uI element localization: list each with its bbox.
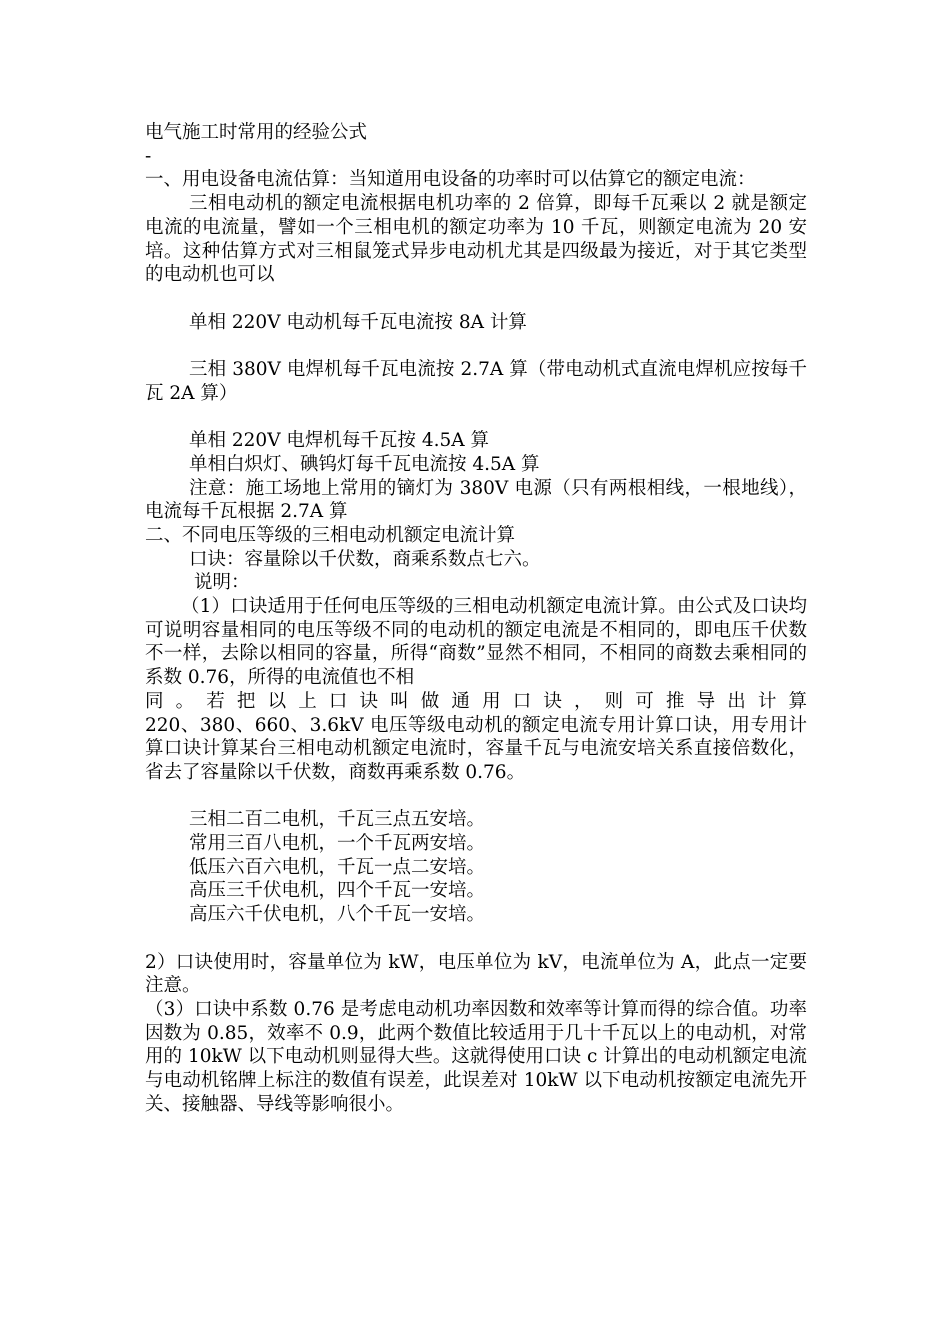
- section1-item: 单相 220V 电焊机每千瓦按 4.5A 算: [189, 430, 489, 452]
- verse-line: 高压六千伏电机，八个千瓦一安培。: [189, 904, 486, 926]
- document-title: 电气施工时常用的经验公式: [145, 122, 368, 143]
- blank-line: [145, 287, 807, 311]
- section2-heading: 二、不同电压等级的三相电动机额定电流计算: [145, 524, 516, 546]
- section2-explain-label: 说明：: [194, 572, 250, 594]
- section2-formula: 口诀：容量除以千伏数，商乘系数点七六。: [189, 548, 541, 570]
- section1-item: 单相 220V 电动机每千瓦电流按 8A 计算: [189, 311, 527, 333]
- section1-heading: 一、用电设备电流估算：当知道用电设备的功率时可以估算它的额定电流：: [145, 169, 756, 191]
- document-page: [145, 121, 807, 1116]
- separator-line: -: [145, 145, 152, 167]
- section2-point1: （1）口诀适用于任何电压等级的三相电动机额定电流计算。由公式及口诀均可说明容量相同的电压等级不同的电动机的额定电流是不相同的，即电压千伏数不一样，去除以相同的容量，所得“商数”显然不相同，不相同的商数去乘相同的系数 0.76，所得的电流值也不相: [145, 596, 807, 689]
- verse-line: 高压三千伏电机，四个千瓦一安培。: [189, 880, 486, 902]
- blank-line: [145, 927, 807, 951]
- blank-line: [145, 405, 807, 429]
- section2-point2: 2）口诀使用时，容量单位为 kW，电压单位为 kV，电流单位为 A，此点一定要注意。: [145, 951, 807, 997]
- blank-line: [145, 334, 807, 358]
- section1-item: 单相白炽灯、碘钨灯每千瓦电流按 4.5A 算: [189, 453, 540, 475]
- verse-line: 常用三百八电机，一个千瓦两安培。: [189, 833, 486, 855]
- blank-line: [145, 785, 807, 809]
- verse-line: 三相二百二电机，千瓦三点五安培。: [189, 809, 486, 831]
- verse-line: 低压六百六电机，千瓦一点二安培。: [189, 856, 486, 878]
- section1-note: 注意：施工场地上常用的镝灯为 380V 电源（只有两根相线，一根地线），电流每千瓦根据 2.7A 算: [145, 477, 807, 523]
- section2-point1-continued: 220、380、660、3.6kV 电压等级电动机的额定电流专用计算口诀，用专用计算口诀计算某台三相电动机额定电流时，容量千瓦与电流安培关系直接倍数化，省去了容量除以千伏数，商数再乘系数 0.76。: [145, 714, 807, 783]
- section1-paragraph: 三相电动机的额定电流根据电机功率的 2 倍算，即每千瓦乘以 2 就是额定电流的电流量，譬如一个三相电机的额定功率为 10 千瓦，则额定电流为 20 安培。这种估算方式对三相鼠笼式异步电动机尤其是四级最为接近，对于其它类型的电动机也可以: [145, 193, 807, 286]
- section2-point3: （3）口诀中系数 0.76 是考虑电动机功率因数和效率等计算而得的综合值。功率因数为 0.85，效率不 0.9，此两个数值比较适用于几十千瓦以上的电动机，对常用的 10kW 以下电动机则显得大些。这就得使用口诀 c 计算出的电动机额定电流与电动机铭牌上标注的数值有误差，此误差对 10kW 以下电动机按额定电流先开关、接触器、导线等影响很小。: [145, 998, 807, 1115]
- section2-point1-spread-line: 同 。 若 把 以 上 口 诀 叫 做 通 用 口 诀 ， 则 可 推 导 出 计 算: [145, 690, 807, 712]
- section1-item: 三相 380V 电焊机每千瓦电流按 2.7A 算（带电动机式直流电焊机应按每千瓦 2A 算）: [145, 359, 807, 404]
